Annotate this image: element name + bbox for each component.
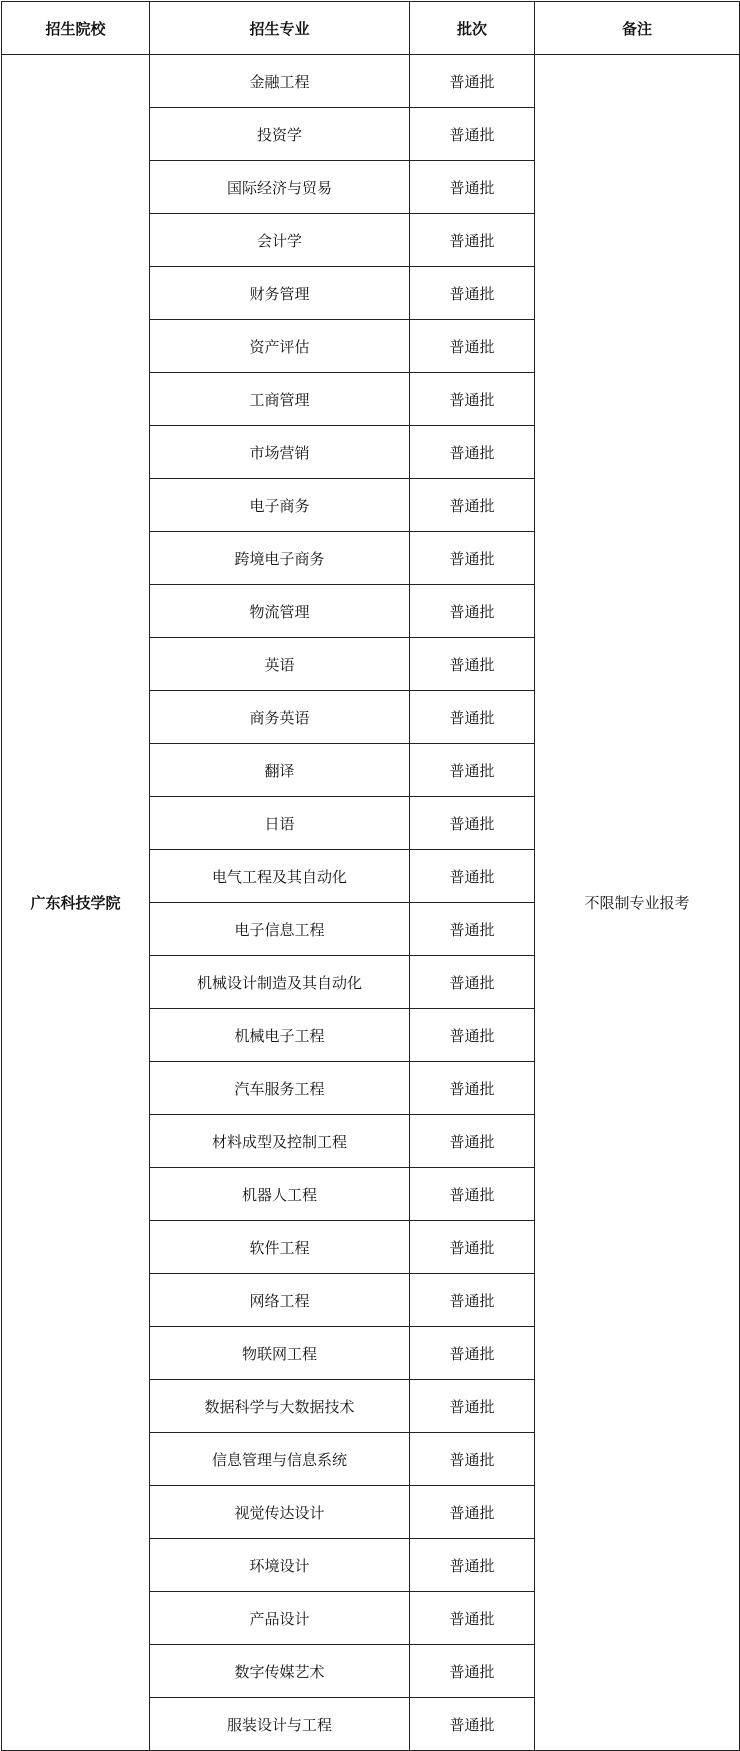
batch-cell: 普通批 <box>410 214 535 267</box>
major-cell: 财务管理 <box>150 267 410 320</box>
major-cell: 机械电子工程 <box>150 1009 410 1062</box>
major-cell: 信息管理与信息系统 <box>150 1433 410 1486</box>
batch-cell: 普通批 <box>410 956 535 1009</box>
batch-cell: 普通批 <box>410 585 535 638</box>
batch-cell: 普通批 <box>410 373 535 426</box>
batch-cell: 普通批 <box>410 55 535 108</box>
header-school: 招生院校 <box>2 2 150 55</box>
major-cell: 国际经济与贸易 <box>150 161 410 214</box>
batch-cell: 普通批 <box>410 1645 535 1698</box>
batch-cell: 普通批 <box>410 1327 535 1380</box>
batch-cell: 普通批 <box>410 1486 535 1539</box>
batch-cell: 普通批 <box>410 1009 535 1062</box>
batch-cell: 普通批 <box>410 320 535 373</box>
major-cell: 机器人工程 <box>150 1168 410 1221</box>
table-row <box>2 55 740 108</box>
admissions-table <box>1 1 740 1751</box>
major-cell: 工商管理 <box>150 373 410 426</box>
major-cell: 物流管理 <box>150 585 410 638</box>
major-cell: 电气工程及其自动化 <box>150 850 410 903</box>
major-cell: 数据科学与大数据技术 <box>150 1380 410 1433</box>
major-cell: 投资学 <box>150 108 410 161</box>
major-cell: 市场营销 <box>150 426 410 479</box>
major-cell: 电子商务 <box>150 479 410 532</box>
major-cell: 网络工程 <box>150 1274 410 1327</box>
major-cell: 物联网工程 <box>150 1327 410 1380</box>
header-note: 备注 <box>535 2 740 55</box>
major-cell: 软件工程 <box>150 1221 410 1274</box>
note-cell: 不限制专业报考 <box>535 55 740 1751</box>
batch-cell: 普通批 <box>410 1168 535 1221</box>
batch-cell: 普通批 <box>410 479 535 532</box>
major-cell: 机械设计制造及其自动化 <box>150 956 410 1009</box>
school-cell: 广东科技学院 <box>2 55 150 1751</box>
major-cell: 金融工程 <box>150 55 410 108</box>
table-body <box>2 55 740 1751</box>
header-row <box>2 2 740 55</box>
batch-cell: 普通批 <box>410 1698 535 1751</box>
header-major: 招生专业 <box>150 2 410 55</box>
batch-cell: 普通批 <box>410 1433 535 1486</box>
batch-cell: 普通批 <box>410 691 535 744</box>
batch-cell: 普通批 <box>410 744 535 797</box>
major-cell: 材料成型及控制工程 <box>150 1115 410 1168</box>
major-cell: 跨境电子商务 <box>150 532 410 585</box>
batch-cell: 普通批 <box>410 638 535 691</box>
major-cell: 英语 <box>150 638 410 691</box>
batch-cell: 普通批 <box>410 161 535 214</box>
major-cell: 服装设计与工程 <box>150 1698 410 1751</box>
major-cell: 商务英语 <box>150 691 410 744</box>
batch-cell: 普通批 <box>410 903 535 956</box>
batch-cell: 普通批 <box>410 1274 535 1327</box>
header-batch: 批次 <box>410 2 535 55</box>
batch-cell: 普通批 <box>410 1539 535 1592</box>
major-cell: 产品设计 <box>150 1592 410 1645</box>
major-cell: 资产评估 <box>150 320 410 373</box>
batch-cell: 普通批 <box>410 1115 535 1168</box>
batch-cell: 普通批 <box>410 1592 535 1645</box>
batch-cell: 普通批 <box>410 1221 535 1274</box>
table-header <box>2 2 740 55</box>
major-cell: 汽车服务工程 <box>150 1062 410 1115</box>
batch-cell: 普通批 <box>410 426 535 479</box>
major-cell: 翻译 <box>150 744 410 797</box>
batch-cell: 普通批 <box>410 797 535 850</box>
major-cell: 视觉传达设计 <box>150 1486 410 1539</box>
major-cell: 电子信息工程 <box>150 903 410 956</box>
major-cell: 环境设计 <box>150 1539 410 1592</box>
batch-cell: 普通批 <box>410 1062 535 1115</box>
major-cell: 日语 <box>150 797 410 850</box>
batch-cell: 普通批 <box>410 267 535 320</box>
major-cell: 数字传媒艺术 <box>150 1645 410 1698</box>
batch-cell: 普通批 <box>410 850 535 903</box>
batch-cell: 普通批 <box>410 108 535 161</box>
batch-cell: 普通批 <box>410 532 535 585</box>
major-cell: 会计学 <box>150 214 410 267</box>
batch-cell: 普通批 <box>410 1380 535 1433</box>
